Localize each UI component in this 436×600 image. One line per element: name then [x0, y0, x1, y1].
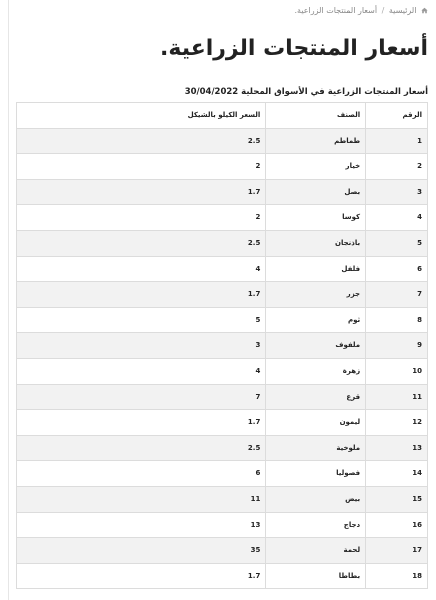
table-row — [17, 538, 428, 564]
cell-kind: ثوم — [266, 307, 366, 333]
cell-price: 35 — [17, 538, 266, 564]
cell-price: 2 — [17, 154, 266, 180]
table-row — [17, 512, 428, 538]
table-row — [17, 282, 428, 308]
cell-kind: جزر — [266, 282, 366, 308]
cell-price: 13 — [17, 512, 266, 538]
home-icon — [421, 7, 428, 14]
cell-number: 4 — [366, 205, 428, 231]
cell-kind: قرع — [266, 384, 366, 410]
table-body — [17, 128, 428, 589]
cell-price: 4 — [17, 256, 266, 282]
breadcrumb-separator: / — [381, 6, 385, 15]
cell-number: 3 — [366, 179, 428, 205]
cell-kind: كوسا — [266, 205, 366, 231]
cell-kind: زهرة — [266, 358, 366, 384]
cell-number: 16 — [366, 512, 428, 538]
cell-kind: دجاج — [266, 512, 366, 538]
table-caption: أسعار المنتجات الزراعية في الأسواق المحلية 30/04/2022 — [184, 87, 428, 97]
cell-price: 1.7 — [17, 563, 266, 589]
cell-price: 6 — [17, 461, 266, 487]
page-title: أسعار المنتجات الزراعية. — [160, 36, 428, 61]
cell-price: 11 — [17, 486, 266, 512]
cell-number: 14 — [366, 461, 428, 487]
cell-kind: ملفوف — [266, 333, 366, 359]
cell-kind: بيض — [266, 486, 366, 512]
table-header — [17, 103, 428, 129]
cell-kind: ليمون — [266, 410, 366, 436]
cell-price: 2.5 — [17, 435, 266, 461]
table-row — [17, 410, 428, 436]
cell-number: 2 — [366, 154, 428, 180]
cell-price: 1.7 — [17, 282, 266, 308]
cell-price: 1.7 — [17, 179, 266, 205]
table-row — [17, 358, 428, 384]
cell-number: 11 — [366, 384, 428, 410]
cell-kind: بطاطا — [266, 563, 366, 589]
table-header-row — [17, 103, 428, 129]
breadcrumb — [294, 6, 428, 15]
table-row — [17, 230, 428, 256]
cell-kind: فلفل — [266, 256, 366, 282]
cell-number: 18 — [366, 563, 428, 589]
table-row — [17, 205, 428, 231]
breadcrumb-home-link[interactable]: الرئيسية — [388, 6, 417, 15]
cell-price: 2.5 — [17, 230, 266, 256]
cell-number: 9 — [366, 333, 428, 359]
cell-kind: باذنجان — [266, 230, 366, 256]
cell-kind: ملوخية — [266, 435, 366, 461]
cell-number: 17 — [366, 538, 428, 564]
table-row — [17, 461, 428, 487]
cell-number: 15 — [366, 486, 428, 512]
table-row — [17, 333, 428, 359]
table-row — [17, 307, 428, 333]
prices-table — [16, 102, 428, 589]
cell-number: 13 — [366, 435, 428, 461]
cell-price: 5 — [17, 307, 266, 333]
breadcrumb-current: أسعار المنتجات الزراعية. — [294, 6, 378, 15]
cell-number: 10 — [366, 358, 428, 384]
header-price: السعر الكيلو بالشيكل — [17, 103, 266, 129]
cell-price: 2 — [17, 205, 266, 231]
cell-number: 6 — [366, 256, 428, 282]
cell-price: 1.7 — [17, 410, 266, 436]
cell-number: 5 — [366, 230, 428, 256]
cell-kind: فصوليا — [266, 461, 366, 487]
cell-kind: خيار — [266, 154, 366, 180]
cell-price: 2.5 — [17, 128, 266, 154]
cell-number: 7 — [366, 282, 428, 308]
table-row — [17, 486, 428, 512]
cell-kind: طماطم — [266, 128, 366, 154]
table-row — [17, 563, 428, 589]
cell-price: 7 — [17, 384, 266, 410]
table-row — [17, 384, 428, 410]
cell-price: 3 — [17, 333, 266, 359]
table-row — [17, 179, 428, 205]
header-kind: الصنف — [266, 103, 366, 129]
table-row — [17, 435, 428, 461]
table-row — [17, 256, 428, 282]
cell-kind: لحمة — [266, 538, 366, 564]
cell-price: 4 — [17, 358, 266, 384]
header-number: الرقم — [366, 103, 428, 129]
cell-number: 12 — [366, 410, 428, 436]
cell-number: 8 — [366, 307, 428, 333]
cell-number: 1 — [366, 128, 428, 154]
table-row — [17, 128, 428, 154]
cell-kind: بصل — [266, 179, 366, 205]
table-row — [17, 154, 428, 180]
